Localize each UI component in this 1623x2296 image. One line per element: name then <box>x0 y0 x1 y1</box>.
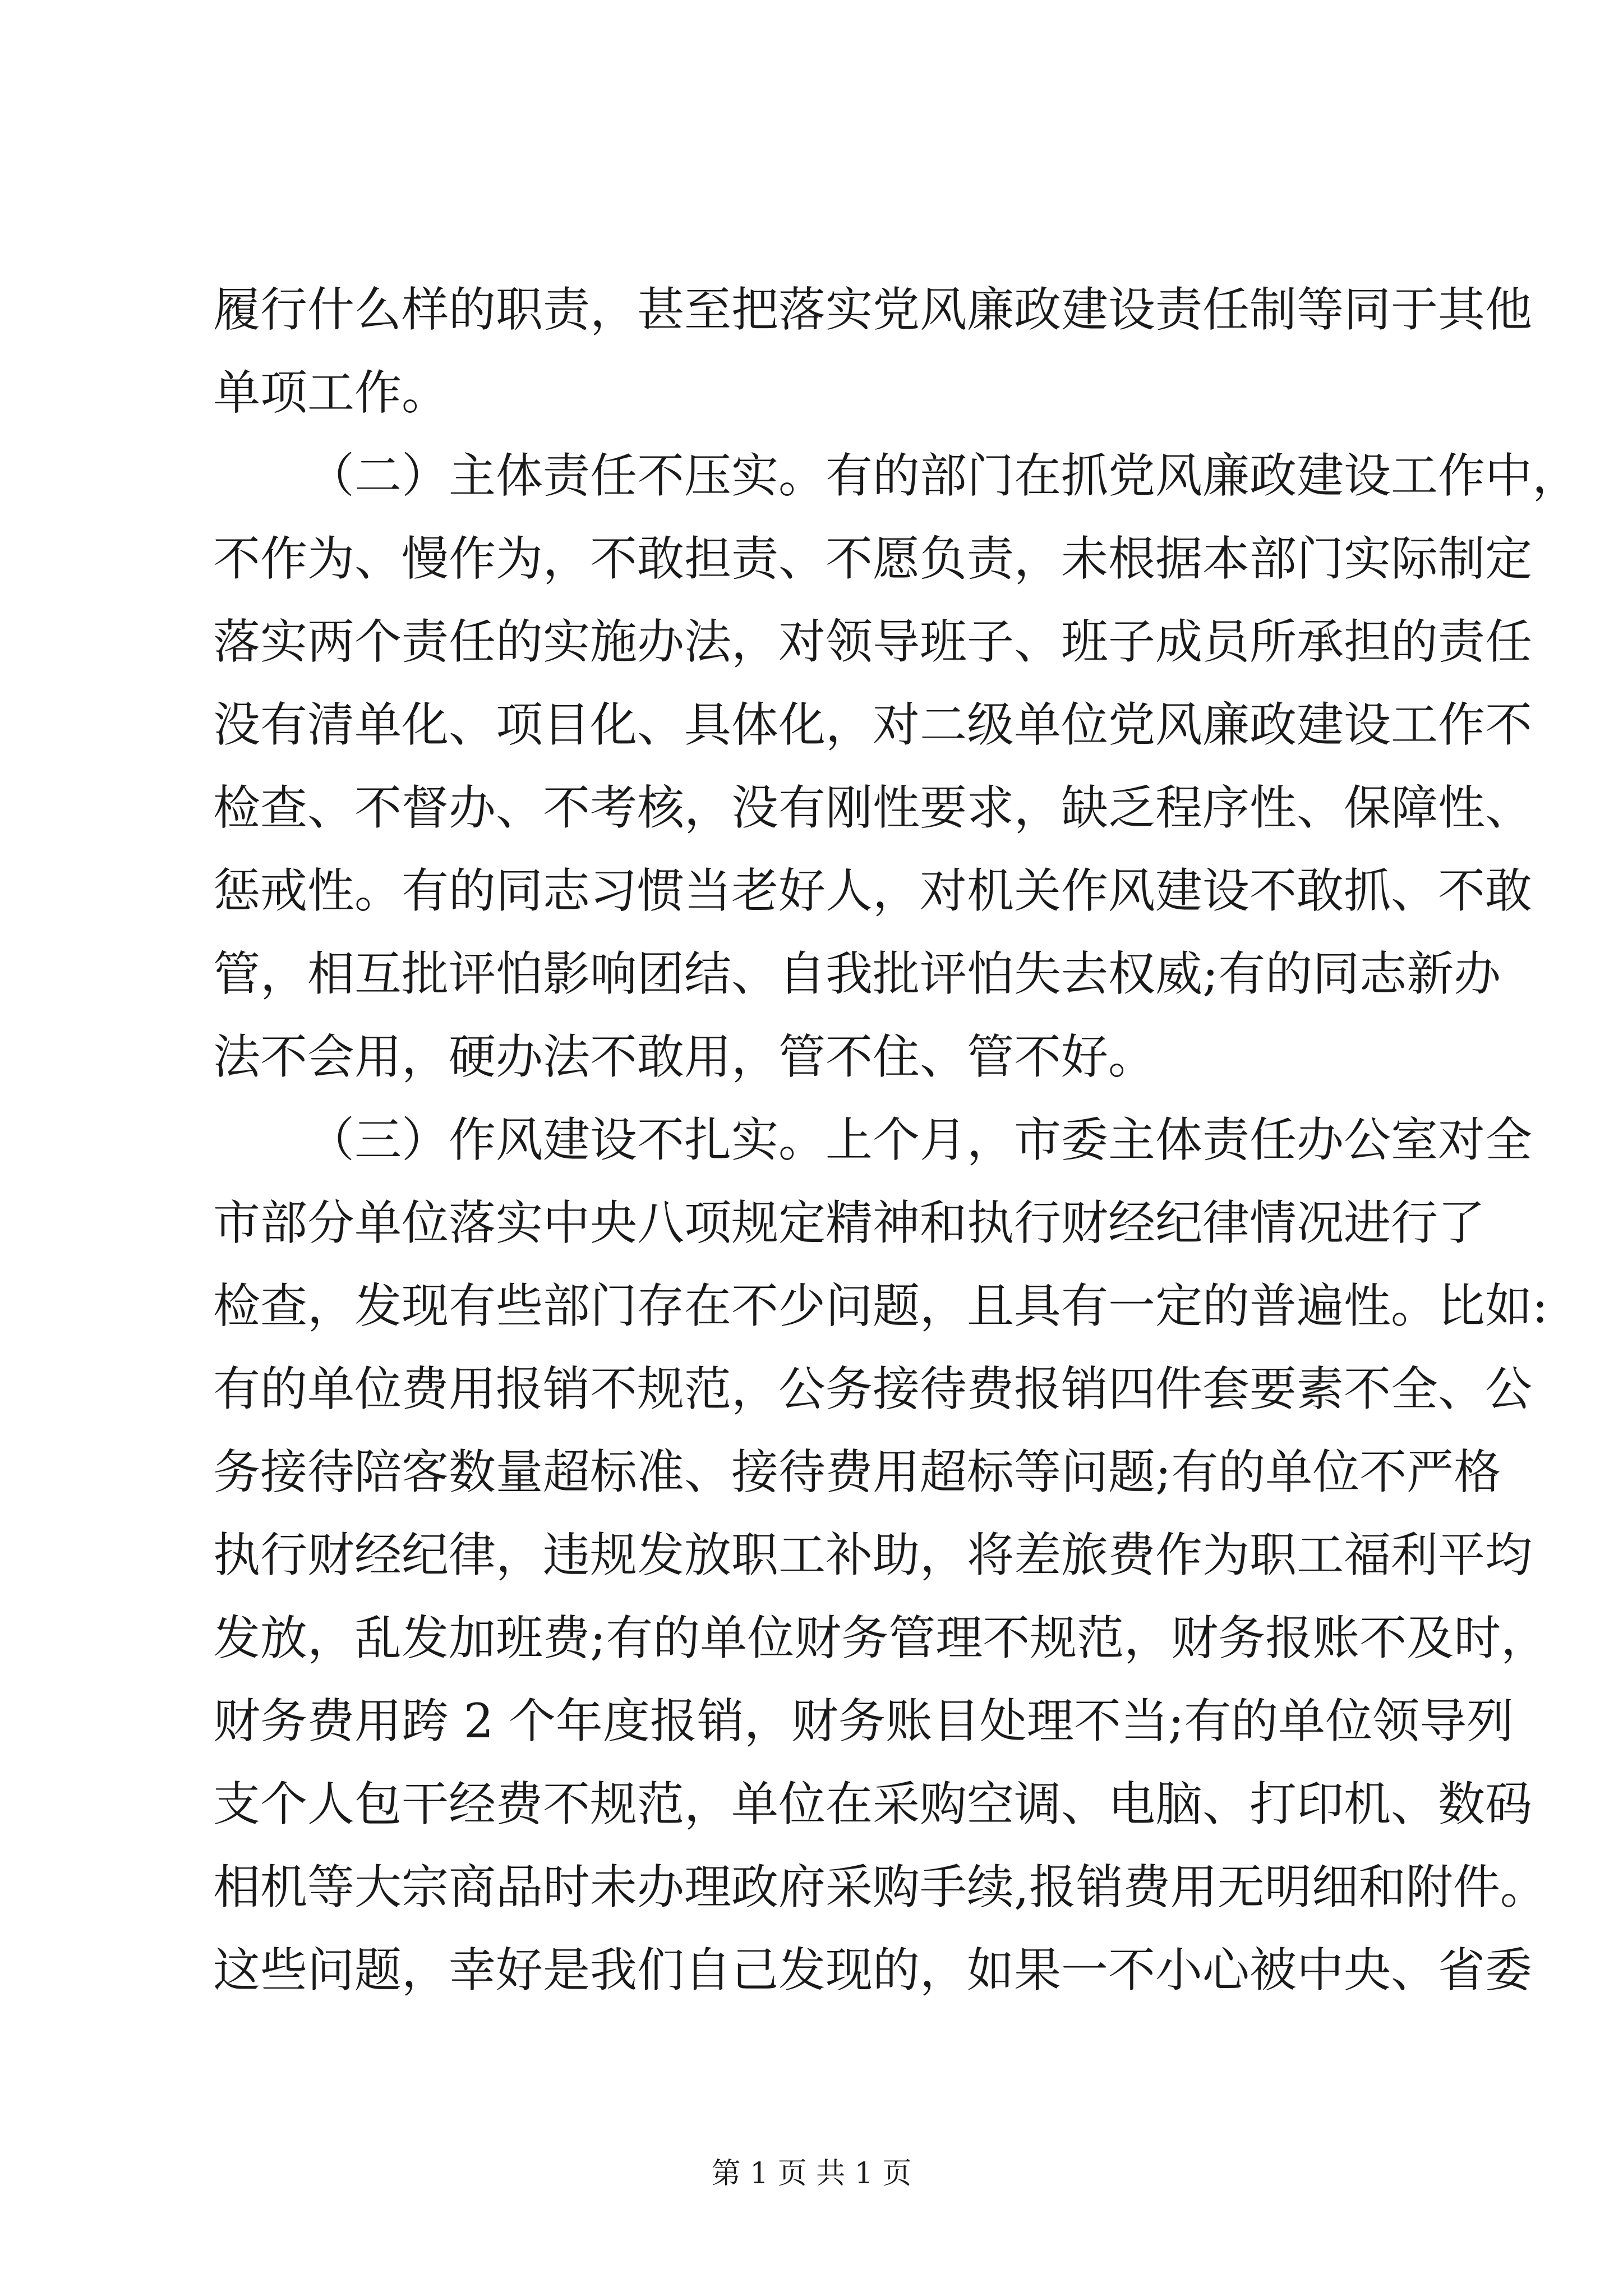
text-line: 发放，乱发加班费;有的单位财务管理不规范，财务报账不及时， <box>213 1611 1548 1665</box>
text-line: 履行什么样的职责，甚至把落实党风廉政建设责任制等同于其他 <box>213 282 1533 337</box>
text-line: 惩戒性。有的同志习惯当老好人，对机关作风建设不敢抓、不敢 <box>213 863 1533 918</box>
text-line: 落实两个责任的实施办法，对领导班子、班子成员所承担的责任 <box>213 614 1533 669</box>
text-line: 不作为、慢作为，不敢担责、不愿负责，未根据本部门实际制定 <box>213 531 1533 586</box>
text-line: 相机等大宗商品时未办理政府采购手续,报销费用无明细和附件。 <box>213 1860 1547 1915</box>
text-line: 支个人包干经费不规范，单位在采购空调、电脑、打印机、数码 <box>213 1777 1533 1832</box>
page-number-label: 第 1 页 共 1 页 <box>711 2157 912 2191</box>
text-line: （三）作风建设不扎实。上个月，市委主体责任办公室对全 <box>307 1112 1533 1167</box>
text-line: 单项工作。 <box>213 365 449 420</box>
page-footer <box>0 2154 1623 2193</box>
text-line: （二）主体责任不压实。有的部门在抓党风廉政建设工作中， <box>307 448 1580 503</box>
text-line: 财务费用跨 2 个年度报销，财务账目处理不当;有的单位领导列 <box>213 1694 1514 1749</box>
text-line: 法不会用，硬办法不敢用，管不住、管不好。 <box>213 1029 1156 1084</box>
text-line: 检查、不督办、不考核，没有刚性要求，缺乏程序性、保障性、 <box>213 780 1533 835</box>
body-text <box>213 268 1580 2012</box>
text-line: 这些问题，幸好是我们自己发现的，如果一不小心被中央、省委 <box>213 1943 1533 1998</box>
text-line: 没有清单化、项目化、具体化，对二级单位党风廉政建设工作不 <box>213 697 1533 752</box>
text-line: 执行财经纪律，违规发放职工补助，将差旅费作为职工福利平均 <box>213 1527 1533 1582</box>
text-line: 检查，发现有些部门存在不少问题，且具有一定的普遍性。比如: <box>213 1278 1548 1333</box>
text-line: 务接待陪客数量超标准、接待费用超标等问题;有的单位不严格 <box>213 1444 1501 1499</box>
text-line: 市部分单位落实中央八项规定精神和执行财经纪律情况进行了 <box>213 1195 1486 1250</box>
text-line: 管，相互批评怕影响团结、自我批评怕失去权威;有的同志新办 <box>213 946 1501 1001</box>
text-line: 有的单位费用报销不规范，公务接待费报销四件套要素不全、公 <box>213 1361 1533 1416</box>
